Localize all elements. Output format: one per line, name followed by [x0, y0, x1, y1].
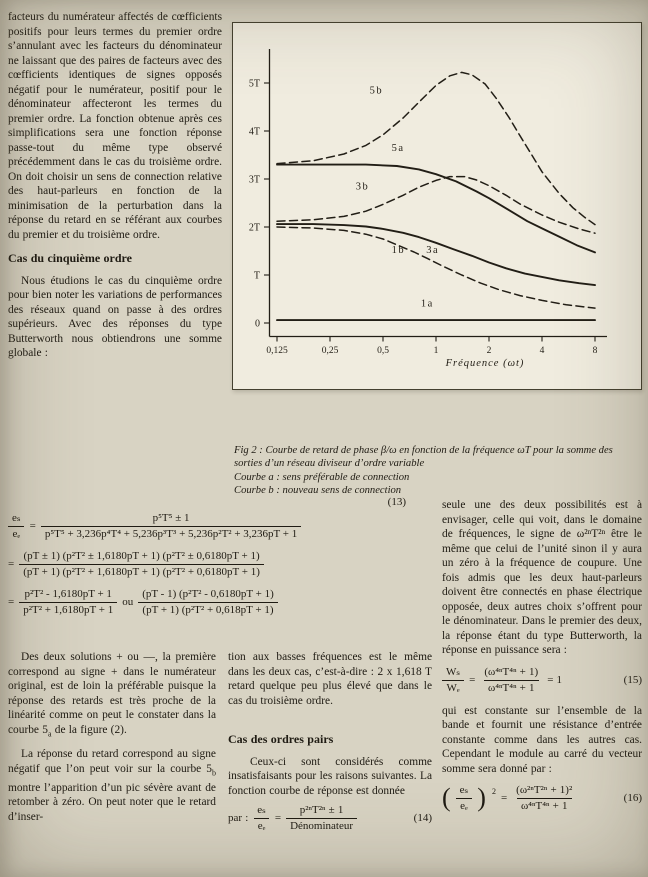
equation-14-number: (14) — [413, 812, 432, 824]
y-tick-label: 0 — [255, 318, 260, 330]
y-tick-label: 5T — [248, 78, 260, 90]
fraction-numerator: p²T² - 1,6180pT + 1 — [24, 588, 112, 600]
fraction-numerator: p²ⁿT²ⁿ ± 1 — [299, 804, 344, 816]
fraction-numerator: Wₛ — [446, 665, 461, 678]
fraction-eq16 — [512, 784, 576, 813]
fraction-es-ee — [253, 804, 270, 833]
equation-13-line-3 — [8, 588, 426, 617]
fraction-line3b — [138, 588, 278, 617]
curve-label-1a: 1a — [420, 298, 434, 310]
section-heading-ordres-pairs: Cas des ordres pairs — [228, 732, 334, 746]
fraction-eq14 — [286, 804, 357, 833]
paragraph-seule-une: seule une des deux possibilités est à envisager, celle qui voit, dans le domaine de fréquences, le signe de ω²ⁿT²ⁿ être le même que celui de l’unité sinon il y aura un zéro à la fréquence de coupure. Une fois admis que les deux haut-parleurs doivent être connectés en phase électrique opposée, deux autres choix s’offrent pour le dénominateur. Dans le premier des deux, la réponse étant du type Butterworth, la réponse en puissance sera : — [442, 499, 642, 656]
paragraph-solutions — [8, 650, 216, 741]
fraction-numerator: eₛ — [459, 784, 469, 796]
equation-13-line-2 — [8, 550, 426, 579]
fraction-line1 — [41, 512, 301, 541]
fraction-numerator: (pT - 1) (p²T² - 0,6180pT + 1) — [142, 588, 274, 600]
paragraph-text: La réponse du retard correspond au signe négatif que l’on peut voir sur la courbe 5 — [8, 748, 216, 775]
equation-16 — [442, 784, 642, 813]
x-tick-label: 0,125 — [266, 346, 288, 356]
curve-label-5b: 5b — [369, 85, 384, 97]
curve-label-5a: 5a — [391, 143, 405, 155]
bottom-column-1 — [8, 650, 216, 830]
section-heading-cinquieme-ordre: Cas du cinquième ordre — [8, 251, 132, 265]
equation-14 — [228, 804, 432, 833]
equation-15 — [442, 666, 642, 695]
equation-13 — [8, 496, 426, 626]
fraction-numerator: eₛ — [12, 512, 21, 524]
right-column — [442, 498, 642, 822]
caption-line-1: Fig 2 : Courbe de retard de phase β/ω en fonction de la fréquence ωT pour la somme des sorties d’un réseau diviseur d’ordre variable — [234, 445, 613, 470]
caption-line-3: Courbe b : nouveau sens de connection — [234, 485, 402, 497]
fraction-denominator: p²T² + 1,6180pT + 1 — [19, 602, 117, 617]
fraction-es-ee — [456, 784, 473, 813]
fraction-line2 — [19, 550, 264, 579]
fraction-ws-we — [442, 666, 464, 695]
x-tick-label: 2 — [486, 346, 492, 356]
paragraph-text: de la figure (2). — [51, 723, 127, 736]
eq14-intro: par : — [228, 812, 249, 824]
curve-label-3a: 3a — [426, 244, 440, 256]
fraction-denominator: eₑ — [456, 798, 472, 813]
paragraph-ceux-ci: Ceux-ci sont considérés comme insatisfaisants pour les raisons suivantes. La fonction courbe de réponse est donnée — [228, 755, 432, 797]
equation-16-number: (16) — [623, 792, 642, 804]
fraction-denominator: (pT + 1) (p²T² + 0,618pT + 1) — [138, 602, 277, 617]
close-paren: ) — [477, 782, 486, 812]
equals-sign: = — [8, 558, 15, 570]
ou-word: ou — [122, 596, 134, 608]
equals-sign: = — [29, 520, 36, 532]
left-column — [8, 10, 222, 367]
figure-2-caption — [234, 444, 642, 498]
equals-sign: = — [500, 792, 508, 804]
fraction-denominator: p⁵T⁵ + 3,236p⁴T⁴ + 5,236p³T³ + 5,236p²T² + 3,236pT + 1 — [41, 526, 301, 541]
eq15-rhs: = 1 — [547, 673, 563, 686]
y-tick-label: 2T — [248, 222, 260, 234]
equation-13-number: (13) — [387, 496, 406, 508]
paragraph-text: Des deux solutions + ou —, la première correspond au signe + dans le numérateur original, est de loin la préférable puisque la réponse des retards est très proche de la linéarité comme on peut le constater dans la courbe 5 — [8, 651, 216, 736]
x-axis-label: Fréquence (ωt) — [445, 358, 525, 369]
paragraph-intro: facteurs du numérateur affectés de cœfficients positifs pour leurs termes du premier ordre s’annulant avec les facteurs du dénominateur ne laissant que des paires de facteurs avec des cœfficients identiques de signes opposés négatif pour le numérateur, positif pour le dénominateur affecteront les termes du premier ordre. La fonction obtenue après ces simplifications sera une fonction réponse passe-tout du même type observé précédemment dans le cas du troisième ordre. On doit choisir un sens de connection relative des haut-parleurs en fonction de la minimisation de la perturbation dans la réponse du retard en se référant aux courbes du premier et du troisième ordre. — [8, 11, 222, 241]
subscript-a: a — [47, 728, 52, 738]
equation-13-line-1 — [8, 512, 426, 541]
fraction-denominator: ω⁴ⁿT⁴ⁿ + 1 — [517, 798, 572, 813]
y-tick-label: 4T — [248, 126, 260, 138]
curve-label-1b: 1b — [391, 244, 406, 256]
fraction-es-ee — [8, 512, 25, 541]
fraction-numerator: eₛ — [257, 804, 266, 816]
fraction-denominator: ω⁴ⁿT⁴ⁿ + 1 — [484, 680, 539, 695]
fraction-denominator: Wₑ — [442, 680, 463, 695]
equals-sign: = — [8, 596, 15, 608]
fraction-numerator: (ω²ⁿT²ⁿ + 1)² — [516, 784, 573, 796]
paragraph-text: montre l’apparition d’un pic sévère avant de retomber à zéro. On peut noter que le retard d’inser- — [8, 781, 216, 823]
paragraph-qui-est-constante: qui est constante sur l’ensemble de la bande et fournit une résistance d’entrée constante comme dans les autres cas. Cependant le module au carré du vecteur somme sera donné par : — [442, 704, 642, 775]
x-tick-label: 8 — [592, 346, 598, 356]
fraction-numerator: (pT ± 1) (p²T² ± 1,6180pT + 1) (p²T² ± 0,6180pT + 1) — [23, 550, 260, 562]
fraction-denominator: eₑ — [254, 818, 270, 833]
subscript-b: b — [212, 768, 216, 778]
x-tick-label: 1 — [433, 346, 439, 356]
equals-sign: = — [469, 673, 476, 686]
curve-1b — [277, 227, 595, 308]
paragraph-tion-basses: tion aux basses fréquences est le même dans les deux cas, c’est-à-dire : 2 x 1,618 T retard quelque peu plus élevé que dans le cas du troisième ordre. — [228, 651, 432, 707]
paragraph-reponse-retard — [8, 747, 216, 824]
fig2-chart — [233, 23, 641, 389]
equation-15-number: (15) — [623, 673, 642, 686]
fraction-numerator: (ω⁴ⁿT⁴ⁿ + 1) — [484, 665, 539, 678]
curve-5b — [277, 72, 595, 224]
exponent-2: 2 — [491, 787, 496, 796]
x-tick-label: 0,25 — [321, 346, 339, 356]
y-tick-label: T — [253, 270, 260, 282]
fraction-denominator: Dénominateur — [286, 818, 357, 833]
equals-sign: = — [274, 812, 282, 824]
fraction-numerator: p⁵T⁵ ± 1 — [152, 512, 190, 524]
figure-2-box — [232, 22, 642, 390]
open-paren: ( — [442, 782, 451, 812]
fraction-denominator: (pT + 1) (p²T² + 1,6180pT + 1) (p²T² + 0,6180pT + 1) — [19, 564, 264, 579]
bottom-column-2 — [228, 650, 432, 842]
fraction-denominator: eₑ — [8, 526, 24, 541]
x-tick-label: 0,5 — [377, 346, 389, 356]
caption-line-2: Courbe a : sens préférable de connection — [234, 471, 410, 483]
curve-label-3b: 3b — [355, 181, 370, 193]
fraction-eq15 — [480, 666, 542, 695]
fraction-line3a — [19, 588, 117, 617]
x-tick-label: 4 — [539, 346, 545, 356]
paragraph-cinquieme: Nous étudions le cas du cinquième ordre pour bien noter les variations de performances des réseaux quand on passe à des ordres supérieurs. Avec des réponses du type Butterworth nous obtiendrons une somme globale : — [8, 274, 222, 359]
y-tick-label: 3T — [248, 174, 260, 186]
